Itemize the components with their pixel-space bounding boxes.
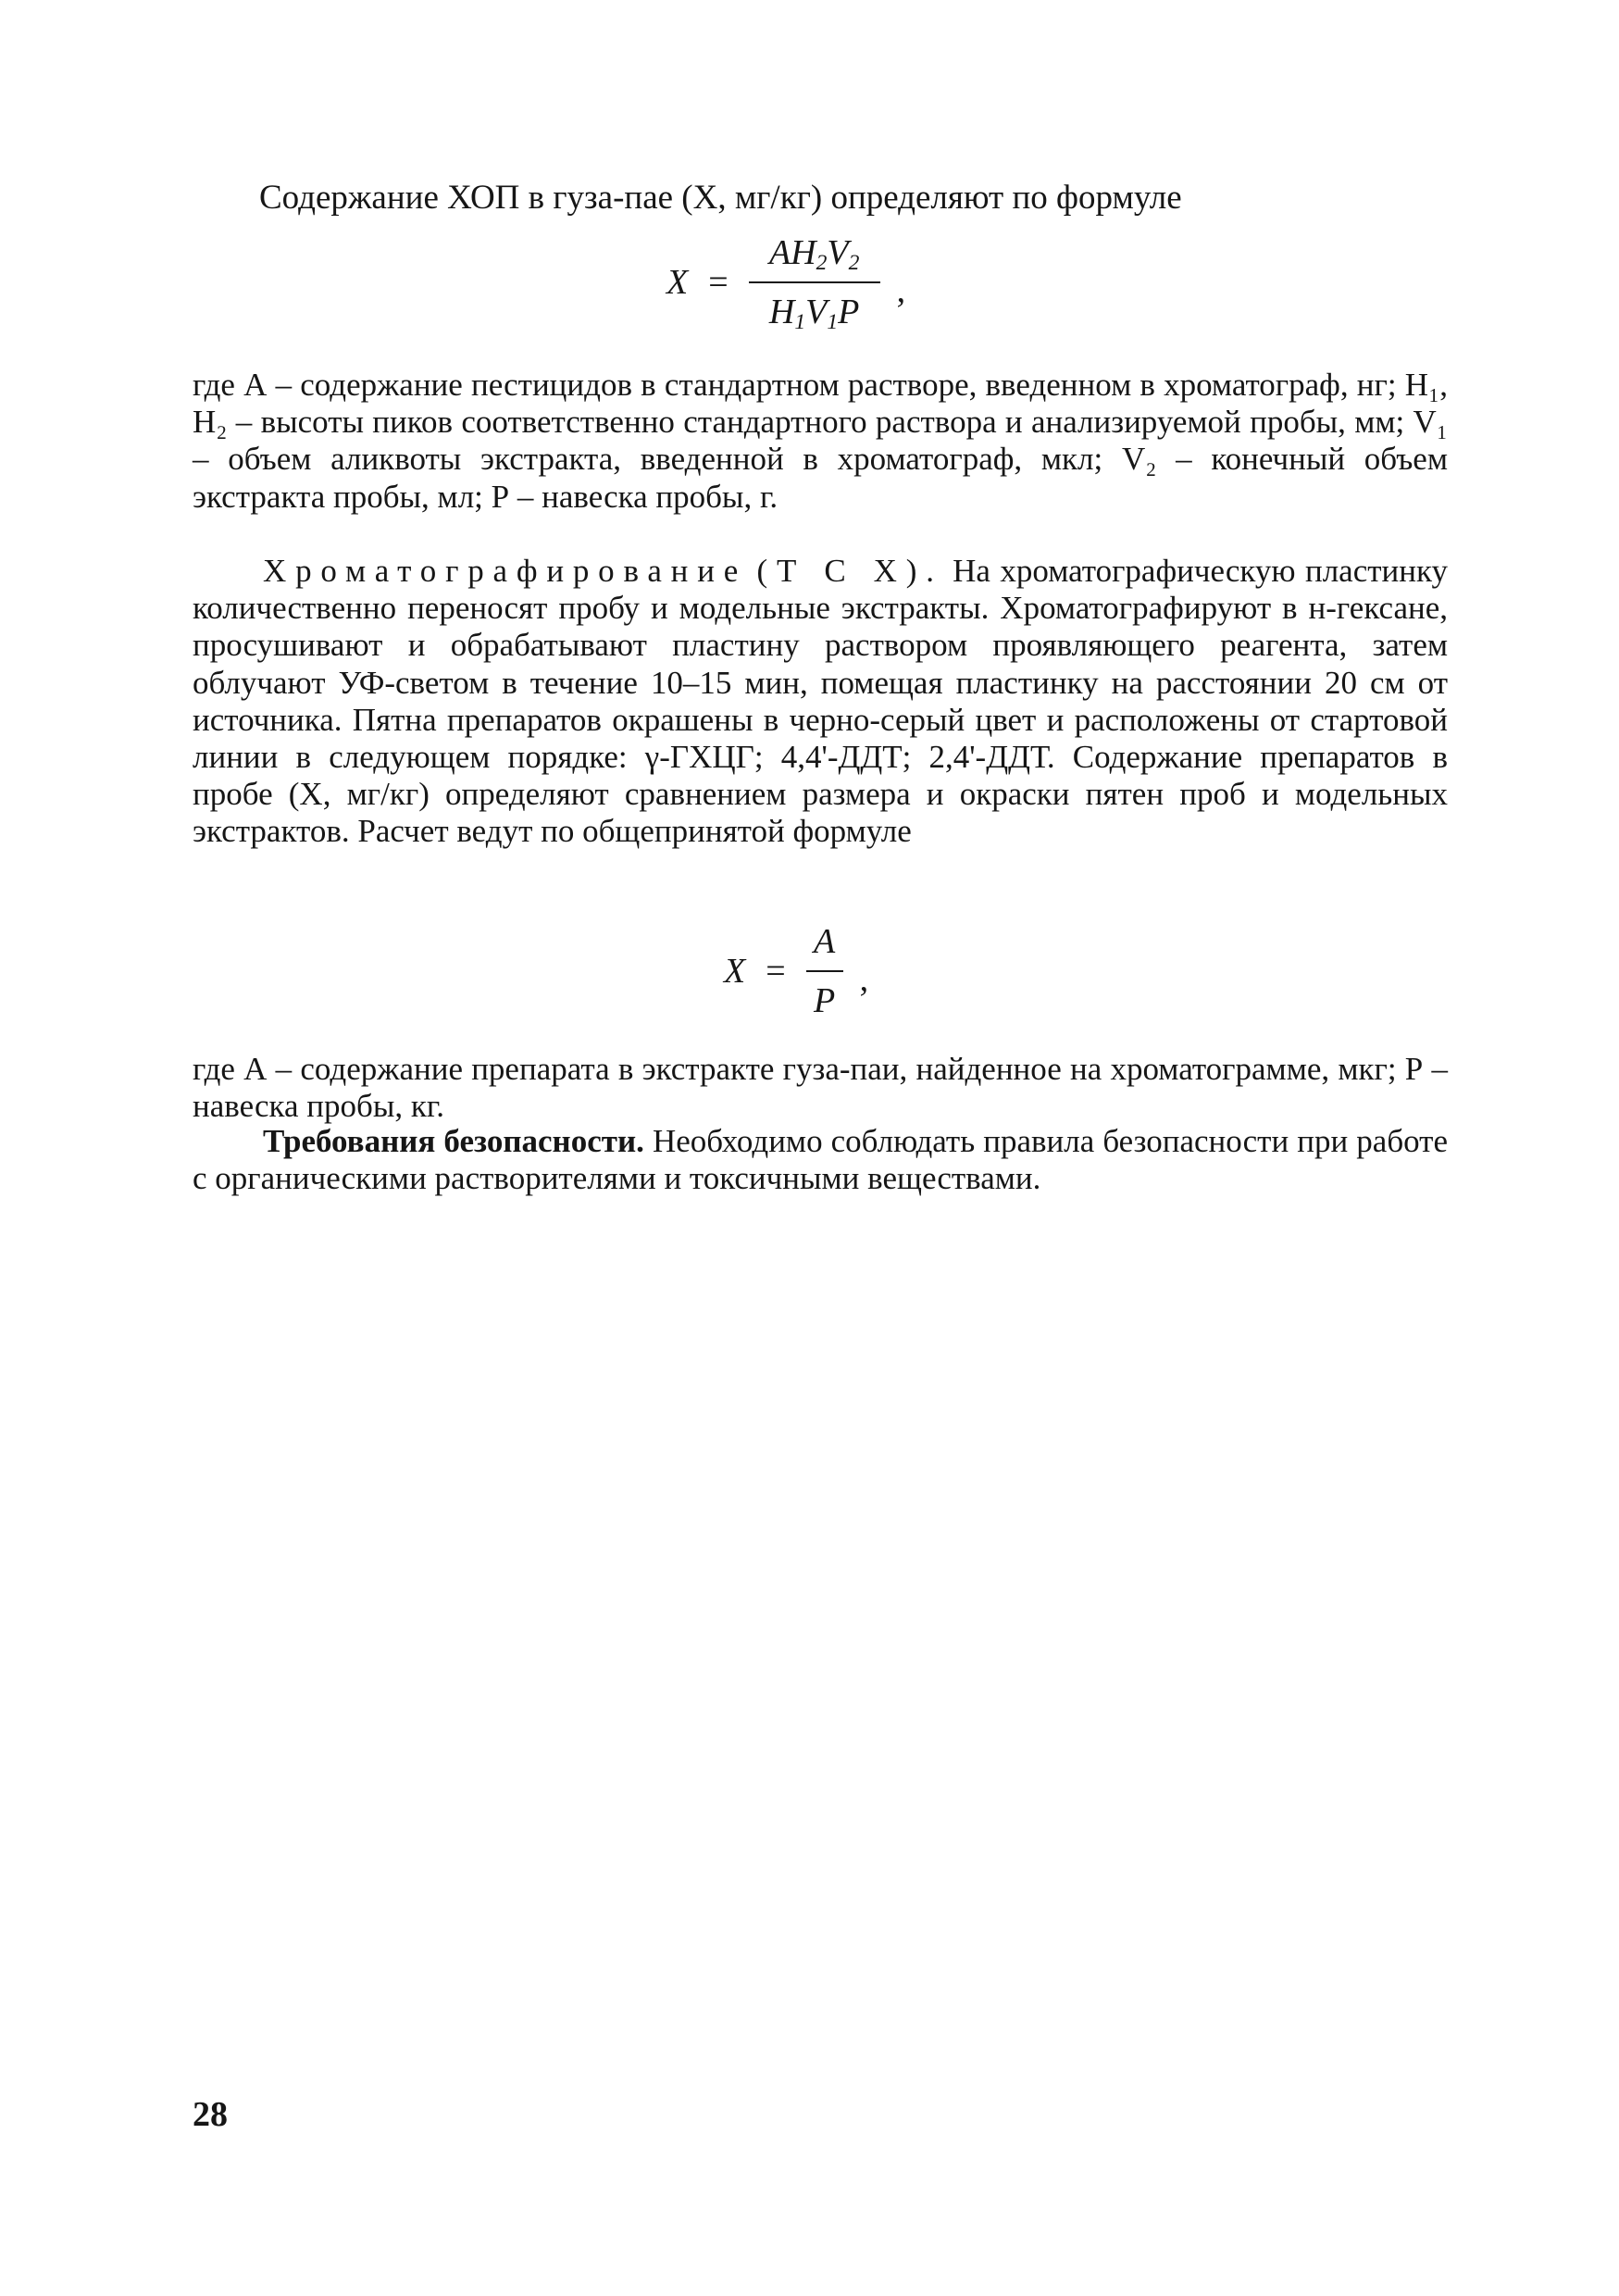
tlc-heading-abbr: (Т С Х).	[756, 553, 943, 589]
safety-section	[193, 1123, 1448, 1197]
formula2-comma: ,	[859, 960, 869, 999]
tlc-section	[193, 553, 1448, 851]
formula1-lhs: X	[666, 263, 689, 302]
formula1-numerator: $AH_2V_2$	[768, 233, 860, 275]
formula2-numerator: A	[814, 922, 836, 961]
fraction-bar	[749, 281, 880, 283]
safety-heading: Требования безопасности.	[263, 1123, 644, 1159]
formula2-definitions	[193, 1051, 1448, 1125]
page-number: 28	[193, 2095, 228, 2134]
formula2-denominator: P	[814, 981, 836, 1020]
tlc-heading: Хроматографирование	[263, 553, 748, 589]
definitions-paragraph: где А – содержание препарата в экстракте гуза-паи, найденное на хроматограмме, мкг; Р – навеска пробы, кг.	[193, 1051, 1448, 1125]
formula2-fraction	[806, 921, 843, 1021]
formula1-intro: Содержание ХОП в гуза-пае (Х, мг/кг) определяют по формуле	[259, 179, 1182, 217]
formula2-equals: =	[766, 952, 786, 991]
formula1-equals: =	[708, 263, 729, 302]
formula1-fraction	[749, 232, 880, 332]
formula1-comma: ,	[896, 271, 906, 310]
tlc-paragraph	[193, 553, 1448, 851]
formula1-denominator: $H_1V_1P$	[768, 293, 860, 334]
tlc-body: На хроматографическую пластинку количественно переносят пробу и модельные экстракты. Хроматографируют в н-гексане, просушивают и обрабатывают пластину раствором проявляющего реагента, затем облучают УФ-светом в течение 10–15 мин, помещая пластинку на расстоянии 20 см от источника. Пятна препаратов окрашены в черно-серый цвет и расположены от стартовой линии в следующем порядке: γ-ГХЦГ; 4,4'-ДДТ; 2,4'-ДДТ. Содержание препаратов в пробе (Х, мг/кг) определяют сравнением размера и окраски пятен проб и модельных экстрактов. Расчет ведут по общепринятой формуле	[193, 553, 1449, 850]
formula-2	[724, 921, 868, 1021]
definitions-paragraph: где А – содержание пестицидов в стандартном растворе, введенном в хроматограф, нг; H₁, H₂ – высоты пиков соответственно стандартного раствора и анализируемой пробы, мм; V₁ – объем аликвоты экстракта, введенной в хроматограф, мкл; V₂ – конечный объем экстракта пробы, мл; Р – навеска пробы, г.	[193, 367, 1448, 515]
formula-1	[666, 232, 905, 332]
fraction-bar	[806, 970, 843, 972]
safety-paragraph	[193, 1123, 1448, 1197]
formula2-lhs: X	[724, 952, 746, 991]
formula1-definitions	[193, 367, 1448, 516]
safety-body: Необходимо соблюдать правила безопасности при работе с органическими растворителями и токсичными веществами.	[193, 1123, 1449, 1197]
